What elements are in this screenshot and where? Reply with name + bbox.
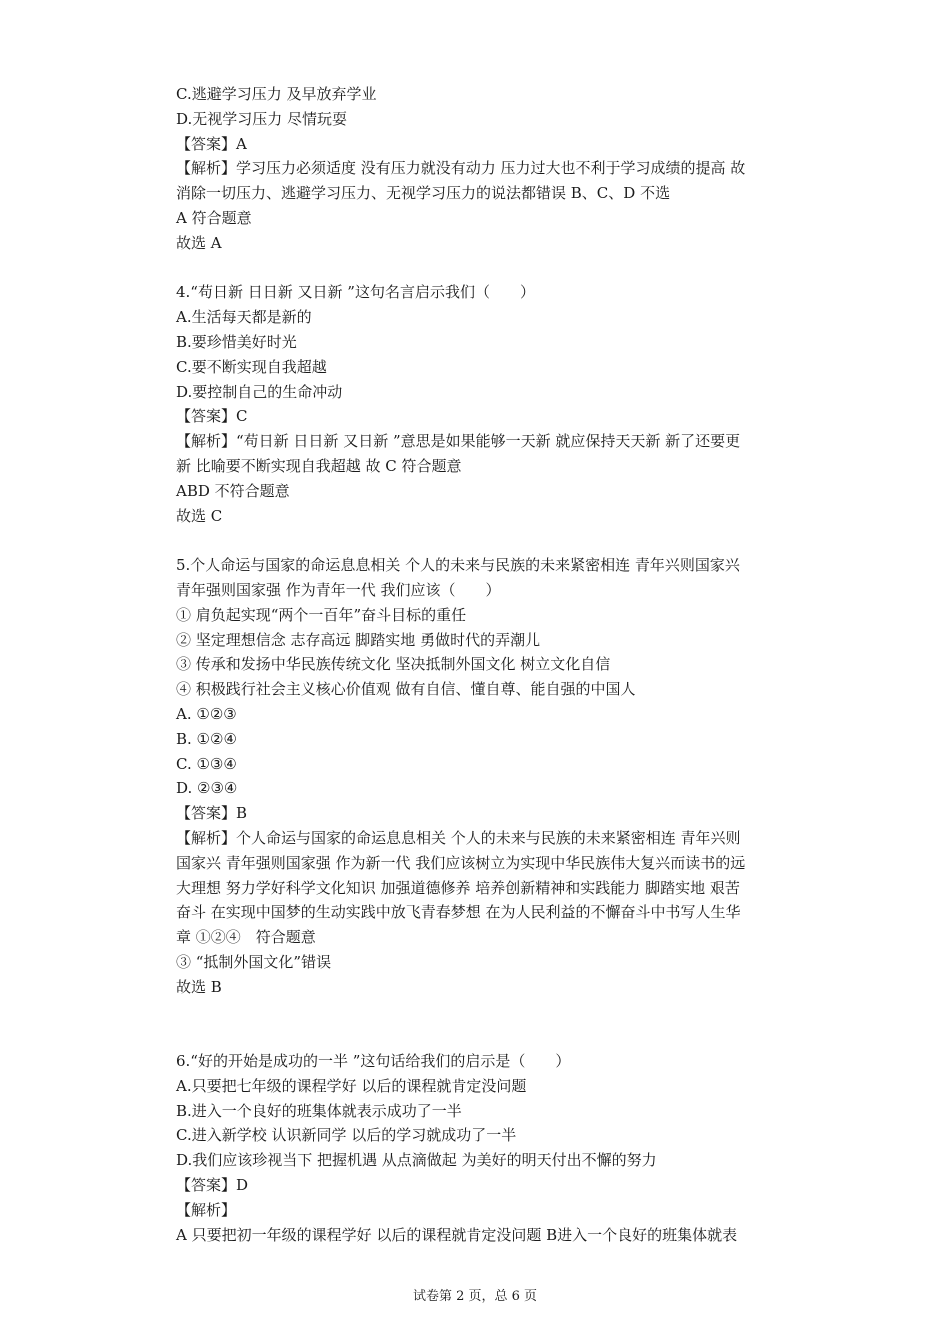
q5-question-line-2: 青年强则国家强 作为青年一代 我们应该（ ） xyxy=(176,580,501,599)
q6-option-a: A.只要把七年级的课程学好 以后的课程就肯定没问题 xyxy=(176,1076,527,1095)
page-footer: 试卷第 2 页，总 6 页 xyxy=(412,1289,538,1304)
question-6-block xyxy=(176,1049,826,1247)
q5-analysis-line-1: 【解析】个人命运与国家的命运息息相关 个人的未来与民族的未来紧密相连 青年兴则 xyxy=(176,828,741,847)
q5-question-line-1: 5.个人命运与国家的命运息息相关 个人的未来与民族的未来紧密相连 青年兴则国家兴 xyxy=(176,556,740,575)
q5-analysis-line-3: 大理想 努力学好科学文化知识 加强道德修养 培养创新精神和实践能力 脚踏实地 艰苦 xyxy=(176,878,740,897)
q3-analysis-line-2: 消除一切压力、逃避学习压力、无视学习压力的说法都错误 B、C、D 不选 xyxy=(176,184,671,203)
q5-option-d: D. ②③④ xyxy=(176,779,238,798)
question-3-block xyxy=(176,82,826,256)
q3-answer: 【答案】A xyxy=(176,134,247,153)
q5-analysis-line-5: 章 ①②④ 符合题意 xyxy=(176,928,316,947)
q4-option-a: A.生活每天都是新的 xyxy=(176,308,312,327)
q3-conclusion: 故选 A xyxy=(176,233,222,252)
q5-analysis-line-6: ③ “抵制外国文化”错误 xyxy=(176,952,332,971)
q5-answer: 【答案】B xyxy=(176,804,248,823)
question-5-block xyxy=(176,553,826,999)
q5-conclusion: 故选 B xyxy=(176,977,222,996)
q3-option-d: D.无视学习压力 尽情玩耍 xyxy=(176,109,348,128)
q4-conclusion: 故选 C xyxy=(176,506,223,525)
q3-option-c: C.逃避学习压力 及早放弃学业 xyxy=(176,85,377,103)
q5-item-2: ② 坚定理想信念 志存高远 脚踏实地 勇做时代的弄潮儿 xyxy=(176,630,541,649)
q4-option-b: B.要珍惜美好时光 xyxy=(176,332,297,351)
spacer xyxy=(176,999,826,1049)
q5-option-b: B. ①②④ xyxy=(176,729,237,748)
q5-item-1: ① 肩负起实现“两个一百年”奋斗目标的重任 xyxy=(176,605,467,624)
exam-page-content xyxy=(176,82,826,1247)
q4-analysis-line-3: ABD 不符合题意 xyxy=(176,481,290,500)
q6-question: 6.“好的开始是成功的一半 ”这句话给我们的启示是（ ） xyxy=(176,1052,571,1071)
question-4-block xyxy=(176,280,826,528)
q4-answer: 【答案】C xyxy=(176,407,248,426)
q4-analysis-line-1: 【解析】“苟日新 日日新 又日新 ”意思是如果能够一天新 就应保持天天新 新了还要更 xyxy=(176,432,741,451)
q4-question: 4.“苟日新 日日新 又日新 ”这句名言启示我们（ ） xyxy=(176,283,535,302)
q6-answer: 【答案】D xyxy=(176,1176,249,1195)
q6-analysis-line-1: A 只要把初一年级的课程学好 以后的课程就肯定没问题 B进入一个良好的班集体就表 xyxy=(176,1225,738,1244)
q6-option-d: D.我们应该珍视当下 把握机遇 从点滴做起 为美好的明天付出不懈的努力 xyxy=(176,1151,657,1170)
spacer xyxy=(176,528,826,553)
q5-option-c: C. ①③④ xyxy=(176,754,237,773)
q6-option-c: C.进入新学校 认识新同学 以后的学习就成功了一半 xyxy=(176,1126,517,1145)
q4-analysis-line-2: 新 比喻要不断实现自我超越 故 C 符合题意 xyxy=(176,456,462,475)
q4-option-c: C.要不断实现自我超越 xyxy=(176,357,327,376)
q5-analysis-line-4: 奋斗 在实现中国梦的生动实践中放飞青春梦想 在为人民利益的不懈奋斗中书写人生华 xyxy=(176,903,741,922)
q5-item-4: ④ 积极践行社会主义核心价值观 做有自信、懂自尊、能自强的中国人 xyxy=(176,680,636,699)
q6-option-b: B.进入一个良好的班集体就表示成功了一半 xyxy=(176,1101,462,1120)
q5-item-3: ③ 传承和发扬中华民族传统文化 坚决抵制外国文化 树立文化自信 xyxy=(176,655,611,674)
spacer xyxy=(176,256,826,281)
q3-analysis-line-3: A 符合题意 xyxy=(176,208,252,227)
q5-analysis-line-2: 国家兴 青年强则国家强 作为新一代 我们应该树立为实现中华民族伟大复兴而读书的远 xyxy=(176,853,746,872)
q5-option-a: A. ①②③ xyxy=(176,704,237,723)
q3-analysis-line-1: 【解析】学习压力必须适度 没有压力就没有动力 压力过大也不利于学习成绩的提高 故 xyxy=(176,159,746,178)
q4-option-d: D.要控制自己的生命冲动 xyxy=(176,382,343,401)
q6-analysis-label: 【解析】 xyxy=(176,1200,237,1219)
